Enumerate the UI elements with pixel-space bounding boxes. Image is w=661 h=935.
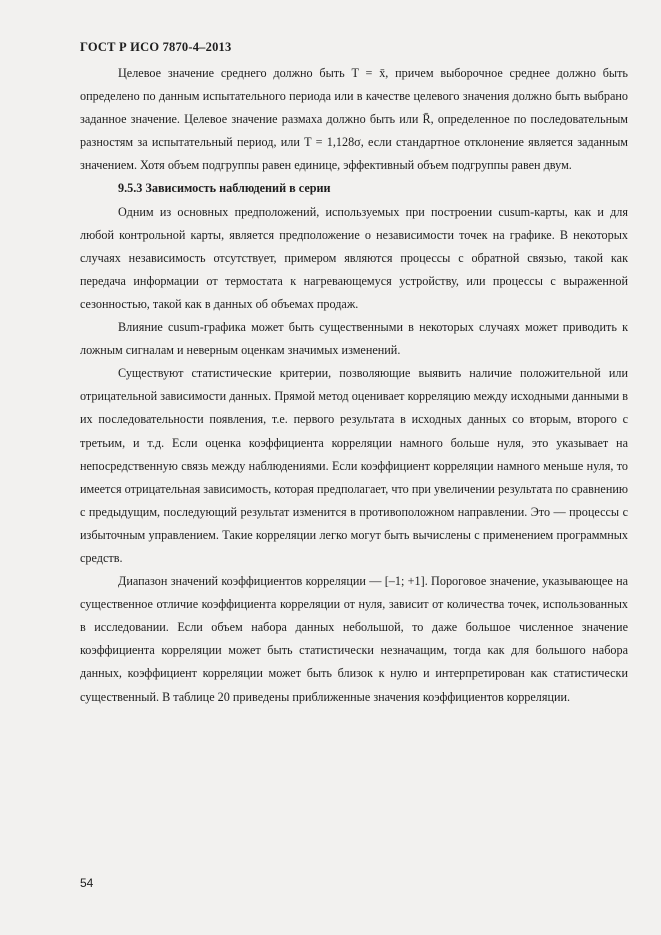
paragraph-correlation-range: Диапазон значений коэффициентов корреляции — [–1; +1]. Пороговое значение, указывающее на существенное отличие коэффициента корреляции от нуля, зависит от количества точек, использованных в исследовании. Если объем набора данных небольшой, то даже большое численное значение коэффициента корреляции может быть статистически незначащим, тогда как для большого набора данных, коэффициент корреляции может быть близок к нулю и интерпретирован как статистически существенный. В таблице 20 приведены приближенные значения коэффициентов корреляции. <box>80 574 628 704</box>
section-heading: 9.5.3 Зависимость наблюдений в серии <box>118 181 331 196</box>
document-header: ГОСТ Р ИСО 7870-4–2013 <box>80 40 232 54</box>
paragraph-statistical-criteria: Существуют статистические критерии, позволяющие выявить наличие положительной или отрицательной зависимости данных. Прямой метод оценивает корреляцию между исходными данными в их последовательности появления, т.е. первого результата в исходных данных со вторым, второго с третьим, и т.д. Если оценка коэффициента корреляции намного больше нуля, это указывает на непосредственную связь между наблюдениями. Если коэффициент корреляции намного меньше нуля, то имеется отрицательная зависимость, которая предполагает, что при увеличении результата по сравнению с предыдущим, последующий результат изменится в противоположном направлении. Это — процессы с избыточным управлением. Такие корреляции легко могут быть вычислены с применением программных средств. <box>80 366 628 565</box>
paragraph-target-values: Целевое значение среднего должно быть T = x̄, причем выборочное среднее должно быть определено по данным испытательного периода или в качестве целевого значения должно быть выбрано заданное значение. Целевое значение размаха должно быть или R̄, определенное по последовательным разностям за испытательный период, или T = 1,128σ, если стандартное отклонение является заданным значением. Хотя объем подгруппы равен единице, эффективный объем подгруппы равен двум. <box>80 66 628 173</box>
page-number: 54 <box>80 876 94 890</box>
paragraph-cusum-influence: Влияние cusum-графика может быть существенными в некоторых случаях может приводить к ложным сигналам и неверным оценкам значимых изменений. <box>80 320 628 358</box>
document-body <box>80 62 628 709</box>
paragraph-independence: Одним из основных предположений, используемых при построении cusum-карты, как и для любой контрольной карты, является предположение о независимости точек на графике. В некоторых случаях независимость отсутствует, примером являются процессы с обратной связью, такой как передача информации от термостата к нагревающемуся устройству, или процессы с выраженной сезонностью, такой как в данных об объемах продаж. <box>80 204 628 311</box>
